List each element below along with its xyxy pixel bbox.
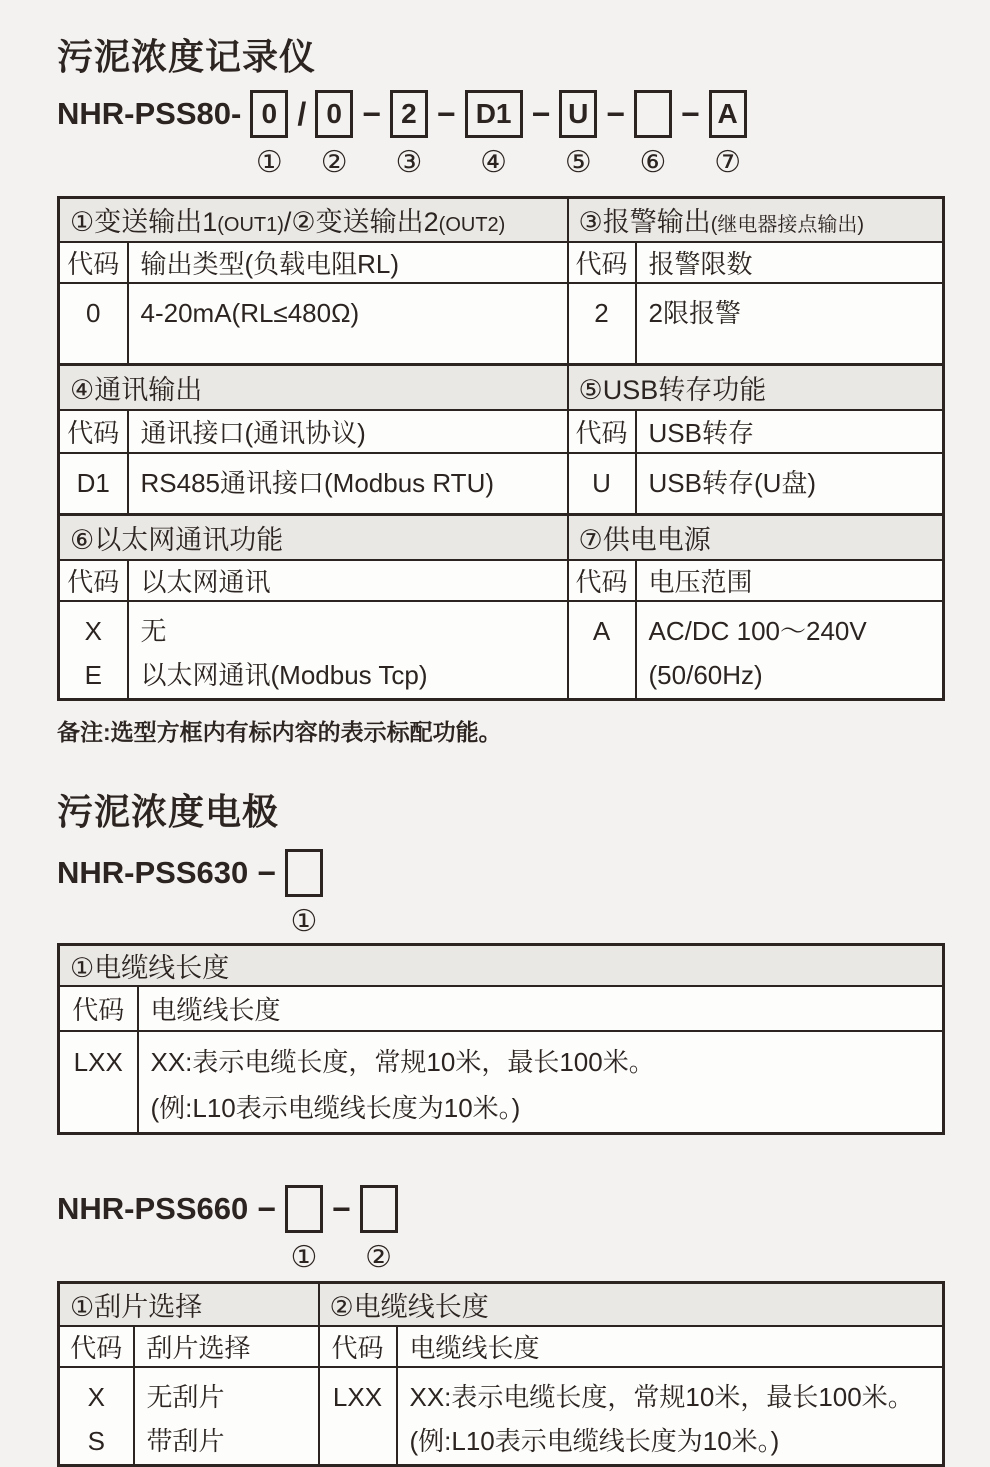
desc-cell bbox=[128, 283, 568, 365]
header-text: ②变送输出2 bbox=[291, 207, 438, 237]
desc-value: 以太网通讯(Modbus Tcp) bbox=[141, 653, 561, 697]
code-value: X bbox=[62, 1375, 131, 1419]
desc-cell bbox=[636, 601, 944, 700]
recorder-model-code-line bbox=[57, 90, 942, 180]
column-header-code: 代码 bbox=[59, 242, 128, 283]
code-value: A bbox=[571, 609, 633, 653]
header-text: ⑤USB转存功能 bbox=[579, 375, 767, 405]
code-box-usb: U bbox=[559, 90, 597, 138]
code-box-alarm: 2 bbox=[390, 90, 428, 138]
code-box-unit-1 bbox=[285, 849, 323, 939]
position-label-2: ② bbox=[321, 146, 348, 180]
column-header-voltage-range: 电压范围 bbox=[636, 560, 944, 601]
separator-unit bbox=[297, 90, 306, 180]
model-prefix-unit bbox=[57, 90, 241, 180]
separator-unit bbox=[532, 90, 551, 180]
code-box-unit-2 bbox=[315, 90, 353, 180]
electrode-title: 污泥浓度电极 bbox=[57, 791, 942, 833]
code-cell bbox=[319, 1367, 397, 1466]
section-header-transmit-output bbox=[59, 198, 568, 242]
table-row bbox=[59, 410, 944, 453]
code-cell bbox=[59, 601, 128, 700]
header-small-text: (OUT2) bbox=[439, 214, 506, 236]
code-cell bbox=[59, 1031, 138, 1134]
code-value: U bbox=[571, 461, 633, 505]
table-row bbox=[59, 198, 944, 242]
header-small-text: (继电器接点输出) bbox=[711, 214, 864, 236]
section-header-usb-function bbox=[568, 365, 944, 410]
model-prefix-unit bbox=[57, 1185, 248, 1275]
desc-cell bbox=[636, 453, 944, 515]
header-text: ①电缆线长度 bbox=[70, 953, 229, 983]
model-prefix-unit bbox=[57, 849, 248, 939]
code-box-unit-1 bbox=[285, 1185, 323, 1275]
table-row bbox=[59, 1326, 944, 1367]
desc-value: AC/DC 100～240V bbox=[649, 609, 937, 653]
table-row bbox=[59, 601, 944, 700]
code-cell bbox=[568, 283, 636, 365]
table-row bbox=[59, 1031, 944, 1134]
table-row bbox=[59, 1282, 944, 1326]
section-header-scraper-select bbox=[59, 1282, 319, 1326]
code-box-unit-1 bbox=[250, 90, 288, 180]
header-text: ①刮片选择 bbox=[70, 1292, 202, 1322]
desc-value: (50/60Hz) bbox=[649, 653, 937, 697]
code-box-out2: 0 bbox=[315, 90, 353, 138]
column-header-code: 代码 bbox=[568, 242, 636, 283]
code-value: LXX bbox=[322, 1375, 394, 1419]
section-header-ethernet-function bbox=[59, 515, 568, 560]
column-header-code: 代码 bbox=[568, 560, 636, 601]
desc-value: 4-20mA(RL≤480Ω) bbox=[141, 291, 561, 335]
code-cell bbox=[59, 1367, 134, 1466]
desc-value: RS485通讯接口(Modbus RTU) bbox=[141, 461, 561, 505]
section-header-alarm-output bbox=[568, 198, 944, 242]
separator-dash: − bbox=[606, 90, 625, 138]
code-box-unit-2 bbox=[360, 1185, 398, 1275]
code-box-out1: 0 bbox=[250, 90, 288, 138]
column-header-comm-interface: 通讯接口(通讯协议) bbox=[128, 410, 568, 453]
code-box-cable-length bbox=[360, 1185, 398, 1233]
column-header-code: 代码 bbox=[59, 1326, 134, 1367]
separator-slash: / bbox=[297, 90, 306, 138]
code-value: 2 bbox=[571, 291, 633, 335]
code-box-unit-5 bbox=[559, 90, 597, 180]
code-value: LXX bbox=[62, 1039, 135, 1085]
header-text: ①变送输出1 bbox=[70, 207, 217, 237]
section-header-comm-output bbox=[59, 365, 568, 410]
code-box-unit-6 bbox=[634, 90, 672, 180]
section-header-power-supply bbox=[568, 515, 944, 560]
header-text: ②电缆线长度 bbox=[330, 1292, 489, 1322]
desc-cell bbox=[397, 1367, 944, 1466]
header-text: ⑥以太网通讯功能 bbox=[70, 525, 283, 555]
pss660-model-prefix: NHR-PSS660 bbox=[57, 1185, 248, 1233]
desc-cell bbox=[134, 1367, 319, 1466]
pss630-selection-table bbox=[57, 943, 945, 1135]
code-box-unit-4 bbox=[465, 90, 523, 180]
code-value: D1 bbox=[62, 461, 125, 505]
separator-dash: − bbox=[332, 1185, 351, 1233]
table-row bbox=[59, 560, 944, 601]
column-header-code: 代码 bbox=[568, 410, 636, 453]
code-box-power: A bbox=[709, 90, 747, 138]
column-header-scraper: 刮片选择 bbox=[134, 1326, 319, 1367]
section-header-cable-length bbox=[59, 944, 944, 986]
desc-cell bbox=[128, 601, 568, 700]
desc-value: XX:表示电缆长度，常规10米，最长100米。 bbox=[151, 1039, 937, 1085]
code-value: S bbox=[62, 1419, 131, 1463]
desc-value: 带刮片 bbox=[147, 1419, 312, 1463]
code-box-comm: D1 bbox=[465, 90, 523, 138]
desc-value: 2限报警 bbox=[649, 291, 937, 335]
code-box-unit-3 bbox=[390, 90, 428, 180]
separator-dash: − bbox=[681, 90, 700, 138]
pss660-selection-table bbox=[57, 1281, 945, 1467]
code-box-scraper bbox=[285, 1185, 323, 1233]
table-row bbox=[59, 986, 944, 1031]
column-header-cable-length: 电缆线长度 bbox=[397, 1326, 944, 1367]
position-label-1: ① bbox=[290, 905, 317, 939]
code-value: E bbox=[62, 653, 125, 697]
desc-value: (例:L10表示电缆线长度为10米。) bbox=[151, 1085, 937, 1131]
position-label-1: ① bbox=[290, 1241, 317, 1275]
pss660-model-code-line bbox=[57, 1185, 942, 1275]
code-value: 0 bbox=[62, 291, 125, 335]
table-row bbox=[59, 453, 944, 515]
code-value: X bbox=[62, 609, 125, 653]
header-text: / bbox=[284, 207, 292, 237]
section-header-cable-length bbox=[319, 1282, 944, 1326]
column-header-code: 代码 bbox=[59, 986, 138, 1031]
desc-cell bbox=[138, 1031, 944, 1134]
header-small-text: (OUT1) bbox=[217, 214, 284, 236]
position-label-6: ⑥ bbox=[640, 146, 667, 180]
column-header-alarm-limits: 报警限数 bbox=[636, 242, 944, 283]
pss630-model-code-line bbox=[57, 849, 942, 939]
code-box-cable-length bbox=[285, 849, 323, 897]
recorder-selection-table bbox=[57, 196, 945, 701]
standard-config-note: 备注:选型方框内有标内容的表示标配功能。 bbox=[57, 714, 942, 747]
code-cell bbox=[59, 283, 128, 365]
desc-value: XX:表示电缆长度，常规10米，最长100米。 bbox=[410, 1375, 937, 1419]
separator-unit bbox=[681, 90, 700, 180]
separator-unit bbox=[257, 1185, 276, 1275]
desc-value: USB转存(U盘) bbox=[649, 461, 937, 505]
desc-cell bbox=[636, 283, 944, 365]
column-header-usb: USB转存 bbox=[636, 410, 944, 453]
separator-dash: − bbox=[532, 90, 551, 138]
column-header-code: 代码 bbox=[59, 560, 128, 601]
separator-unit bbox=[437, 90, 456, 180]
separator-unit bbox=[362, 90, 381, 180]
separator-unit bbox=[257, 849, 276, 939]
code-cell bbox=[568, 601, 636, 700]
column-header-code: 代码 bbox=[319, 1326, 397, 1367]
desc-cell bbox=[128, 453, 568, 515]
position-label-2: ② bbox=[365, 1241, 392, 1275]
position-label-7: ⑦ bbox=[714, 146, 741, 180]
recorder-model-prefix: NHR-PSS80- bbox=[57, 90, 241, 138]
separator-unit bbox=[606, 90, 625, 180]
column-header-ethernet: 以太网通讯 bbox=[128, 560, 568, 601]
column-header-cable-length: 电缆线长度 bbox=[138, 986, 944, 1031]
table-row bbox=[59, 242, 944, 283]
code-box-ethernet bbox=[634, 90, 672, 138]
separator-dash: − bbox=[257, 849, 276, 897]
desc-value: (例:L10表示电缆线长度为10米。) bbox=[410, 1419, 937, 1463]
table-row bbox=[59, 1367, 944, 1466]
separator-dash: − bbox=[362, 90, 381, 138]
column-header-output-type: 输出类型(负载电阻RL) bbox=[128, 242, 568, 283]
header-text: ⑦供电电源 bbox=[579, 525, 711, 555]
header-text: ③报警输出 bbox=[579, 207, 711, 237]
column-header-code: 代码 bbox=[59, 410, 128, 453]
position-label-5: ⑤ bbox=[565, 146, 592, 180]
desc-value: 无 bbox=[141, 609, 561, 653]
separator-dash: − bbox=[437, 90, 456, 138]
separator-unit bbox=[332, 1185, 351, 1275]
position-label-4: ④ bbox=[480, 146, 507, 180]
table-row bbox=[59, 944, 944, 986]
position-label-3: ③ bbox=[395, 146, 422, 180]
table-row bbox=[59, 515, 944, 560]
desc-value: 无刮片 bbox=[147, 1375, 312, 1419]
table-row bbox=[59, 365, 944, 410]
table-row bbox=[59, 283, 944, 365]
separator-dash: − bbox=[257, 1185, 276, 1233]
code-cell bbox=[59, 453, 128, 515]
code-cell bbox=[568, 453, 636, 515]
position-label-1: ① bbox=[256, 146, 283, 180]
recorder-title: 污泥浓度记录仪 bbox=[57, 36, 942, 78]
header-text: ④通讯输出 bbox=[70, 375, 202, 405]
pss630-model-prefix: NHR-PSS630 bbox=[57, 849, 248, 897]
code-box-unit-7 bbox=[709, 90, 747, 180]
